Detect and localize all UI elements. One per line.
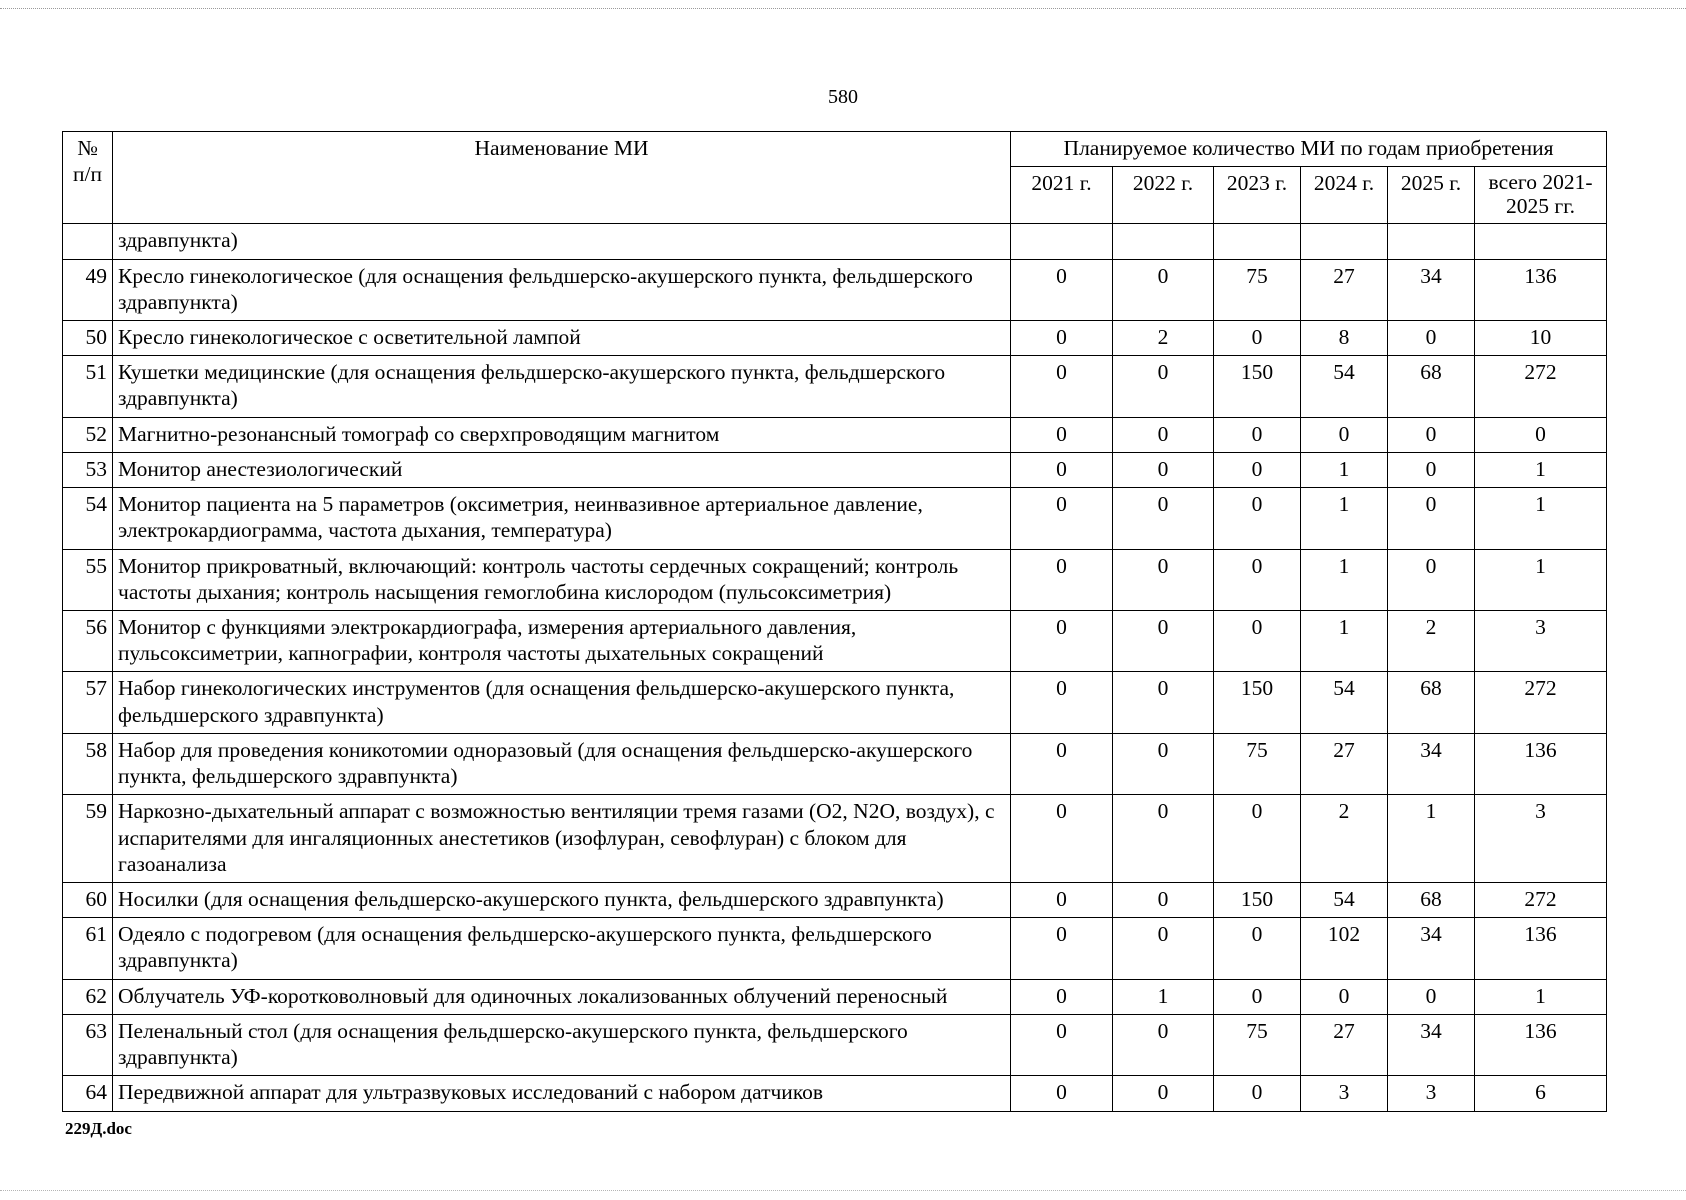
year-cell xyxy=(1214,224,1301,259)
table-row xyxy=(63,488,1607,549)
item-name: Кресло гинекологическое (для оснащения фельдшерско-акушерского пункта, фельдшерского здравпункта) xyxy=(113,259,1011,320)
year-cell: 0 xyxy=(1214,979,1301,1014)
year-cell: 0 xyxy=(1214,1076,1301,1111)
total-cell: 136 xyxy=(1475,1014,1607,1075)
year-cell: 0 xyxy=(1113,356,1214,417)
row-number xyxy=(63,224,113,259)
year-cell: 0 xyxy=(1388,488,1475,549)
year-cell: 0 xyxy=(1011,488,1113,549)
year-cell: 54 xyxy=(1301,882,1388,917)
year-cell: 0 xyxy=(1011,795,1113,883)
item-name: Монитор прикроватный, включающий: контроль частоты сердечных сокращений; контроль частоты дыхания; контроль насыщения гемоглобина кислородом (пульсоксиметрия) xyxy=(113,549,1011,610)
year-cell: 1 xyxy=(1113,979,1214,1014)
table-row xyxy=(63,979,1607,1014)
year-cell: 150 xyxy=(1214,672,1301,733)
year-cell: 1 xyxy=(1388,795,1475,883)
year-cell: 75 xyxy=(1214,733,1301,794)
year-cell: 102 xyxy=(1301,918,1388,979)
year-cell: 68 xyxy=(1388,356,1475,417)
year-cell: 0 xyxy=(1011,672,1113,733)
footer-filename: 229Д.doc xyxy=(65,1119,132,1138)
year-cell: 34 xyxy=(1388,1014,1475,1075)
table-row xyxy=(63,1076,1607,1111)
row-number: 64 xyxy=(63,1076,113,1111)
year-cell: 0 xyxy=(1011,611,1113,672)
table-row xyxy=(63,672,1607,733)
header-year: всего 2021-2025 гг. xyxy=(1475,167,1607,224)
item-name: Магнитно-резонансный томограф со сверхпроводящим магнитом xyxy=(113,417,1011,452)
year-cell: 0 xyxy=(1113,795,1214,883)
item-name: Набор гинекологических инструментов (для оснащения фельдшерско-акушерского пункта, фельдшерского здравпункта) xyxy=(113,672,1011,733)
year-cell: 0 xyxy=(1011,417,1113,452)
year-cell: 0 xyxy=(1011,882,1113,917)
item-name: Носилки (для оснащения фельдшерско-акушерского пункта, фельдшерского здравпункта) xyxy=(113,882,1011,917)
year-cell: 0 xyxy=(1388,417,1475,452)
row-number: 57 xyxy=(63,672,113,733)
row-number: 50 xyxy=(63,321,113,356)
year-cell: 3 xyxy=(1301,1076,1388,1111)
year-cell: 1 xyxy=(1301,488,1388,549)
year-cell: 0 xyxy=(1214,611,1301,672)
table-row xyxy=(63,452,1607,487)
year-cell: 0 xyxy=(1214,549,1301,610)
year-cell: 54 xyxy=(1301,356,1388,417)
scan-edge-top xyxy=(0,8,1686,9)
item-name: Монитор пациента на 5 параметров (оксиметрия, неинвазивное артериальное давление, электрокардиограмма, частота дыхания, температура) xyxy=(113,488,1011,549)
year-cell: 0 xyxy=(1113,1014,1214,1075)
total-cell xyxy=(1475,224,1607,259)
year-cell: 68 xyxy=(1388,882,1475,917)
year-cell: 34 xyxy=(1388,733,1475,794)
item-name: Пеленальный стол (для оснащения фельдшерско-акушерского пункта, фельдшерского здравпункта) xyxy=(113,1014,1011,1075)
year-cell xyxy=(1011,224,1113,259)
year-cell: 27 xyxy=(1301,733,1388,794)
year-cell: 0 xyxy=(1214,321,1301,356)
table-row xyxy=(63,611,1607,672)
table-row xyxy=(63,259,1607,320)
year-cell: 0 xyxy=(1113,549,1214,610)
year-cell: 0 xyxy=(1113,259,1214,320)
year-cell: 0 xyxy=(1113,452,1214,487)
item-name: Монитор анестезиологический xyxy=(113,452,1011,487)
item-name: Кресло гинекологическое с осветительной лампой xyxy=(113,321,1011,356)
total-cell: 1 xyxy=(1475,452,1607,487)
item-name: Монитор с функциями электрокардиографа, измерения артериального давления, пульсоксиметрии, капнографии, контроля частоты дыхательных сокращений xyxy=(113,611,1011,672)
total-cell: 136 xyxy=(1475,918,1607,979)
year-cell xyxy=(1388,224,1475,259)
year-cell: 0 xyxy=(1113,882,1214,917)
equipment-table xyxy=(62,131,1607,1112)
year-cell: 0 xyxy=(1388,549,1475,610)
year-cell: 150 xyxy=(1214,882,1301,917)
year-cell: 54 xyxy=(1301,672,1388,733)
year-cell: 75 xyxy=(1214,1014,1301,1075)
row-number: 53 xyxy=(63,452,113,487)
year-cell: 0 xyxy=(1011,321,1113,356)
year-cell: 0 xyxy=(1113,918,1214,979)
year-cell: 0 xyxy=(1011,979,1113,1014)
header-group: Планируемое количество МИ по годам приобретения xyxy=(1011,132,1607,167)
scan-edge-bottom xyxy=(0,1190,1686,1191)
year-cell: 1 xyxy=(1301,611,1388,672)
year-cell: 0 xyxy=(1388,979,1475,1014)
header-num: № п/п xyxy=(63,132,113,224)
page-number: 580 xyxy=(828,86,858,108)
year-cell: 68 xyxy=(1388,672,1475,733)
year-cell: 34 xyxy=(1388,259,1475,320)
row-number: 59 xyxy=(63,795,113,883)
header-year: 2021 г. xyxy=(1011,167,1113,224)
year-cell: 0 xyxy=(1011,918,1113,979)
year-cell: 27 xyxy=(1301,259,1388,320)
year-cell: 0 xyxy=(1388,452,1475,487)
total-cell: 6 xyxy=(1475,1076,1607,1111)
table-header xyxy=(63,132,1607,224)
year-cell: 0 xyxy=(1113,417,1214,452)
year-cell: 0 xyxy=(1113,733,1214,794)
year-cell: 0 xyxy=(1214,918,1301,979)
year-cell: 0 xyxy=(1214,417,1301,452)
year-cell: 1 xyxy=(1301,452,1388,487)
year-cell: 0 xyxy=(1214,488,1301,549)
header-year: 2024 г. xyxy=(1301,167,1388,224)
year-cell: 0 xyxy=(1011,1014,1113,1075)
item-name: Передвижной аппарат для ультразвуковых исследований с набором датчиков xyxy=(113,1076,1011,1111)
row-number: 55 xyxy=(63,549,113,610)
year-cell: 0 xyxy=(1113,1076,1214,1111)
year-cell: 0 xyxy=(1011,259,1113,320)
table-row xyxy=(63,918,1607,979)
year-cell: 0 xyxy=(1113,672,1214,733)
year-cell: 3 xyxy=(1388,1076,1475,1111)
item-name: Одеяло с подогревом (для оснащения фельдшерско-акушерского пункта, фельдшерского здравпункта) xyxy=(113,918,1011,979)
row-number: 56 xyxy=(63,611,113,672)
total-cell: 272 xyxy=(1475,672,1607,733)
table-row xyxy=(63,549,1607,610)
total-cell: 1 xyxy=(1475,979,1607,1014)
year-cell: 0 xyxy=(1113,611,1214,672)
year-cell: 75 xyxy=(1214,259,1301,320)
year-cell: 8 xyxy=(1301,321,1388,356)
total-cell: 136 xyxy=(1475,259,1607,320)
row-number: 58 xyxy=(63,733,113,794)
year-cell: 0 xyxy=(1011,549,1113,610)
row-number: 49 xyxy=(63,259,113,320)
year-cell: 0 xyxy=(1214,452,1301,487)
year-cell: 0 xyxy=(1214,795,1301,883)
table-row xyxy=(63,321,1607,356)
header-year: 2022 г. xyxy=(1113,167,1214,224)
year-cell: 0 xyxy=(1011,733,1113,794)
year-cell: 0 xyxy=(1113,488,1214,549)
total-cell: 10 xyxy=(1475,321,1607,356)
item-name: здравпункта) xyxy=(113,224,1011,259)
table-row xyxy=(63,1014,1607,1075)
header-year: 2025 г. xyxy=(1388,167,1475,224)
year-cell: 1 xyxy=(1301,549,1388,610)
year-cell xyxy=(1113,224,1214,259)
total-cell: 1 xyxy=(1475,549,1607,610)
year-cell: 0 xyxy=(1301,979,1388,1014)
item-name: Наркозно-дыхательный аппарат с возможностью вентиляции тремя газами (О2, N2O, воздух), с испарителями для ингаляционных анестетиков (изофлуран, севофлуран) с блоком для газоанализа xyxy=(113,795,1011,883)
item-name: Облучатель УФ-коротковолновый для одиночных локализованных облучений переносный xyxy=(113,979,1011,1014)
year-cell: 0 xyxy=(1011,356,1113,417)
row-number: 61 xyxy=(63,918,113,979)
year-cell: 0 xyxy=(1011,452,1113,487)
table-row xyxy=(63,733,1607,794)
table-row xyxy=(63,417,1607,452)
header-name: Наименование МИ xyxy=(113,132,1011,224)
item-name: Кушетки медицинские (для оснащения фельдшерско-акушерского пункта, фельдшерского здравпункта) xyxy=(113,356,1011,417)
table-row xyxy=(63,882,1607,917)
header-year: 2023 г. xyxy=(1214,167,1301,224)
total-cell: 3 xyxy=(1475,611,1607,672)
total-cell: 272 xyxy=(1475,356,1607,417)
table-row xyxy=(63,356,1607,417)
year-cell: 2 xyxy=(1113,321,1214,356)
year-cell: 0 xyxy=(1011,1076,1113,1111)
year-cell: 27 xyxy=(1301,1014,1388,1075)
row-number: 63 xyxy=(63,1014,113,1075)
total-cell: 136 xyxy=(1475,733,1607,794)
row-number: 51 xyxy=(63,356,113,417)
total-cell: 1 xyxy=(1475,488,1607,549)
total-cell: 3 xyxy=(1475,795,1607,883)
year-cell: 34 xyxy=(1388,918,1475,979)
row-number: 52 xyxy=(63,417,113,452)
row-number: 60 xyxy=(63,882,113,917)
year-cell xyxy=(1301,224,1388,259)
year-cell: 150 xyxy=(1214,356,1301,417)
table-row xyxy=(63,224,1607,259)
year-cell: 2 xyxy=(1301,795,1388,883)
year-cell: 2 xyxy=(1388,611,1475,672)
row-number: 54 xyxy=(63,488,113,549)
row-number: 62 xyxy=(63,979,113,1014)
item-name: Набор для проведения коникотомии одноразовый (для оснащения фельдшерско-акушерского пункта, фельдшерского здравпункта) xyxy=(113,733,1011,794)
table-row xyxy=(63,795,1607,883)
year-cell: 0 xyxy=(1301,417,1388,452)
table-body xyxy=(63,224,1607,1111)
total-cell: 272 xyxy=(1475,882,1607,917)
year-cell: 0 xyxy=(1388,321,1475,356)
total-cell: 0 xyxy=(1475,417,1607,452)
